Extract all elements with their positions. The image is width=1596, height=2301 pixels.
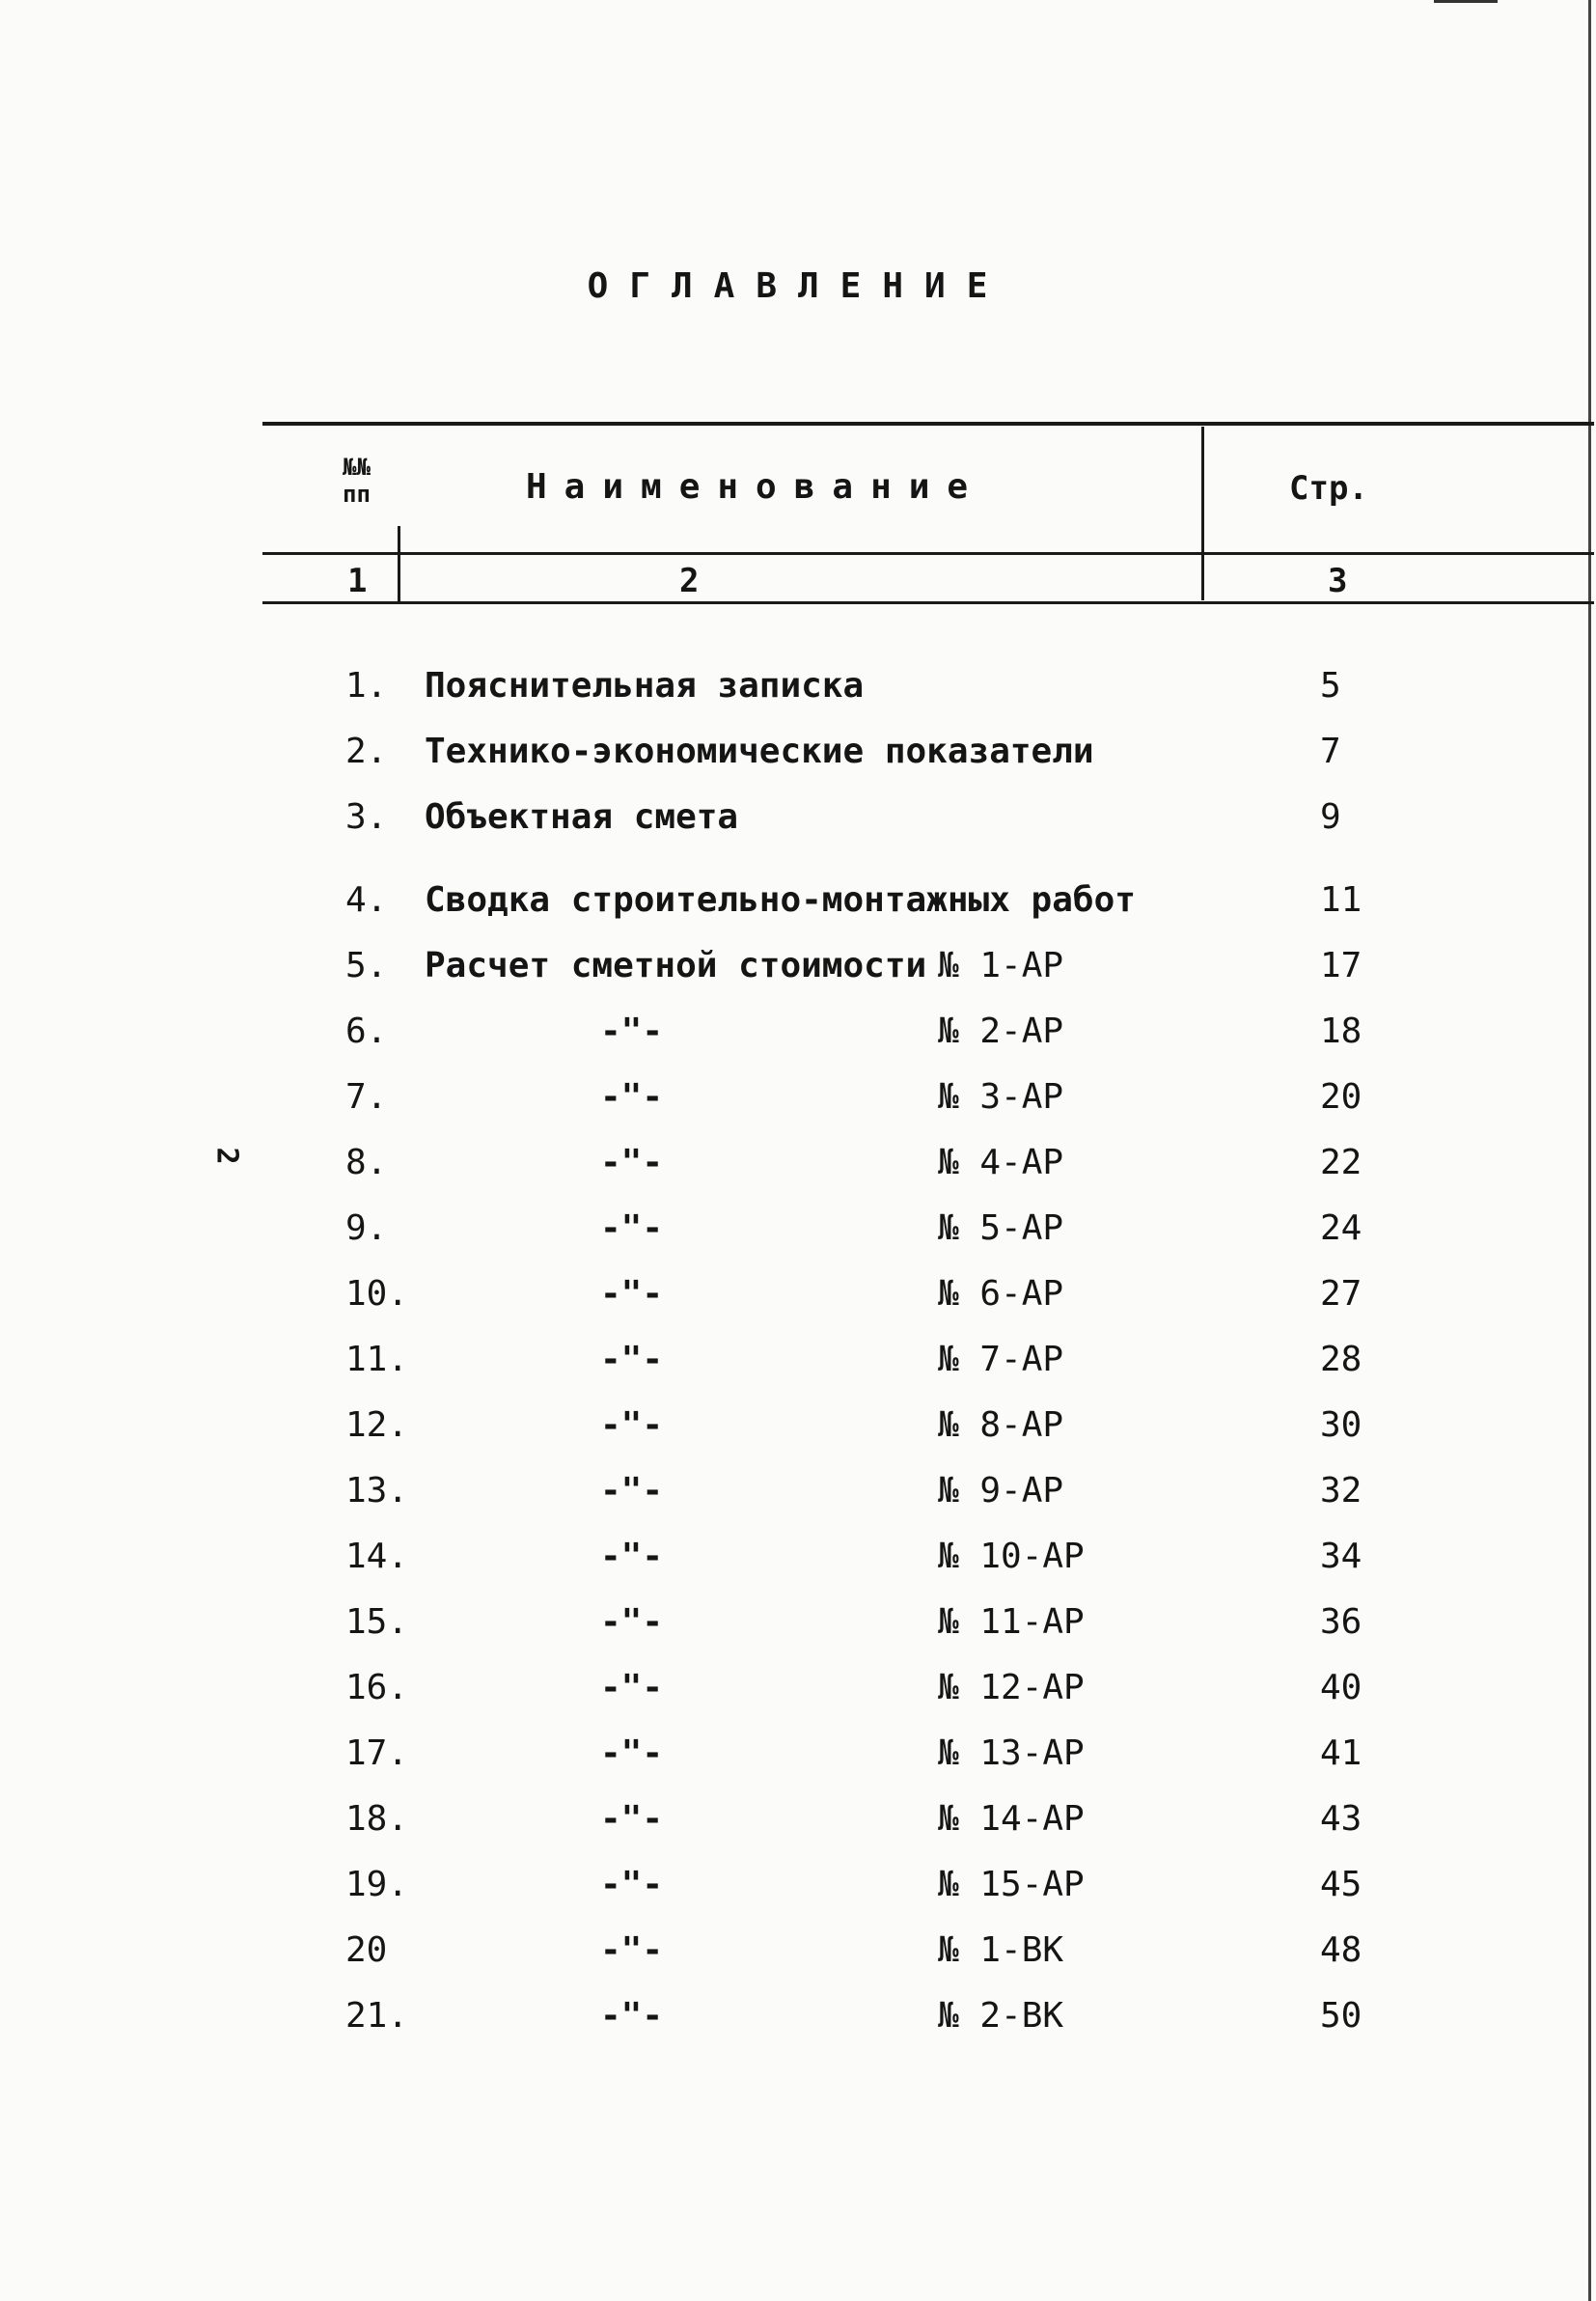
page-number: 7 [1320,732,1341,771]
ditto-mark: -"- [600,1602,664,1642]
page-number: 43 [1320,1799,1362,1839]
contents-row [0,1143,1596,1201]
contents-row [0,1012,1596,1069]
page-title: ОГЛАВЛЕНИЕ [587,266,1009,306]
row-number: 2. [345,732,388,771]
contents-row [0,1930,1596,1988]
calculation-number: № 2-АР [938,1012,1064,1051]
page-number: 11 [1320,880,1362,920]
contents-row [0,880,1596,938]
row-title: Объектная смета [425,797,739,837]
page-number: 27 [1320,1274,1362,1314]
name-column-header: Наименование [526,467,986,507]
row-number: 8. [345,1143,388,1182]
calculation-number: № 15-АР [938,1865,1085,1904]
calculation-number: № 13-АР [938,1733,1085,1773]
column-divider [1201,427,1204,600]
row-title: Сводка строительно-монтажных работ [425,880,1136,920]
ditto-mark: -"- [600,1537,664,1576]
header-top-rule [262,422,1594,426]
page-number: 50 [1320,1996,1362,2036]
contents-row [0,666,1596,724]
ditto-mark: -"- [600,1208,664,1248]
page-number: 24 [1320,1208,1362,1248]
calculation-number: № 10-АР [938,1537,1085,1576]
contents-row [0,1996,1596,2054]
row-number: 13. [345,1471,409,1511]
page-number: 40 [1320,1668,1362,1707]
row-number: 10. [345,1274,409,1314]
row-number: 5. [345,946,388,985]
page-number: 48 [1320,1930,1362,1970]
row-number: 3. [345,797,388,837]
page-number: 34 [1320,1537,1362,1576]
number-label-bottom: пп [343,481,371,508]
row-title: Расчет сметной стоимости [425,946,927,985]
ditto-mark: -"- [600,1274,664,1314]
contents-row [0,797,1596,855]
row-number: 7. [345,1077,388,1117]
column-number-2: 2 [679,562,700,600]
page-number: 22 [1320,1143,1362,1182]
ditto-mark: -"- [600,1340,664,1379]
page-number: 30 [1320,1405,1362,1445]
ditto-mark: -"- [600,1077,664,1117]
calculation-number: № 12-АР [938,1668,1085,1707]
page-number: 28 [1320,1340,1362,1379]
page-number: 18 [1320,1012,1362,1051]
contents-row [0,732,1596,790]
page-number: 5 [1320,666,1341,706]
row-number: 6. [345,1012,388,1051]
row-number: 12. [345,1405,409,1445]
row-number: 16. [345,1668,409,1707]
contents-row [0,1799,1596,1857]
ditto-mark: -"- [600,1143,664,1182]
number-label-top: №№ [343,454,371,481]
calculation-number: № 8-АР [938,1405,1064,1445]
row-number: 4. [345,880,388,920]
contents-row [0,1733,1596,1791]
row-number: 19. [345,1865,409,1904]
contents-row [0,1405,1596,1463]
page-number: 45 [1320,1865,1362,1904]
calculation-number: № 1-ВК [938,1930,1064,1970]
column-number-1: 1 [347,562,368,600]
page-number: 17 [1320,946,1362,985]
ditto-mark: -"- [600,1668,664,1707]
calculation-number: № 2-ВК [938,1996,1064,2036]
row-title: Пояснительная записка [425,666,865,706]
row-number: 17. [345,1733,409,1773]
row-number: 1. [345,666,388,706]
calculation-number: № 6-АР [938,1274,1064,1314]
column-numbers-rule [262,601,1594,604]
calculation-number: № 11-АР [938,1602,1085,1642]
calculation-number: № 9-АР [938,1471,1064,1511]
row-number: 15. [345,1602,409,1642]
contents-row [0,1537,1596,1594]
ditto-mark: -"- [600,1012,664,1051]
row-number: 9. [345,1208,388,1248]
ditto-mark: -"- [600,1996,664,2036]
ditto-mark: -"- [600,1865,664,1904]
ditto-mark: -"- [600,1799,664,1839]
contents-row [0,1668,1596,1726]
ditto-mark: -"- [600,1471,664,1511]
contents-row [0,1274,1596,1332]
page-column-header: Стр. [1289,469,1368,508]
row-number: 18. [345,1799,409,1839]
header-bottom-rule [262,552,1594,555]
row-number: 11. [345,1340,409,1379]
row-number: 14. [345,1537,409,1576]
row-title: Технико-экономические показатели [425,732,1094,771]
ditto-mark: -"- [600,1733,664,1773]
ditto-mark: -"- [600,1930,664,1970]
calculation-number: № 3-АР [938,1077,1064,1117]
row-number: 21. [345,1996,409,2036]
contents-row [0,1865,1596,1923]
number-column-header [343,454,371,508]
column-number-3: 3 [1328,562,1348,600]
page-number: 9 [1320,797,1341,837]
page-number: 20 [1320,1077,1362,1117]
calculation-number: № 7-АР [938,1340,1064,1379]
page-number: 41 [1320,1733,1362,1773]
page-number: 36 [1320,1602,1362,1642]
calculation-number: № 5-АР [938,1208,1064,1248]
calculation-number: № 14-АР [938,1799,1085,1839]
contents-row [0,1208,1596,1266]
page-number-side-mark: 2 [209,1147,244,1165]
contents-row [0,946,1596,1004]
calculation-number: № 1-АР [938,946,1064,985]
row-number: 20 [345,1930,388,1970]
ditto-mark: -"- [600,1405,664,1445]
number-column-divider [398,526,400,601]
page-number: 32 [1320,1471,1362,1511]
calculation-number: № 4-АР [938,1143,1064,1182]
contents-row [0,1340,1596,1398]
contents-row [0,1602,1596,1660]
contents-row [0,1077,1596,1135]
contents-row [0,1471,1596,1529]
top-edge-mark [1434,0,1498,3]
